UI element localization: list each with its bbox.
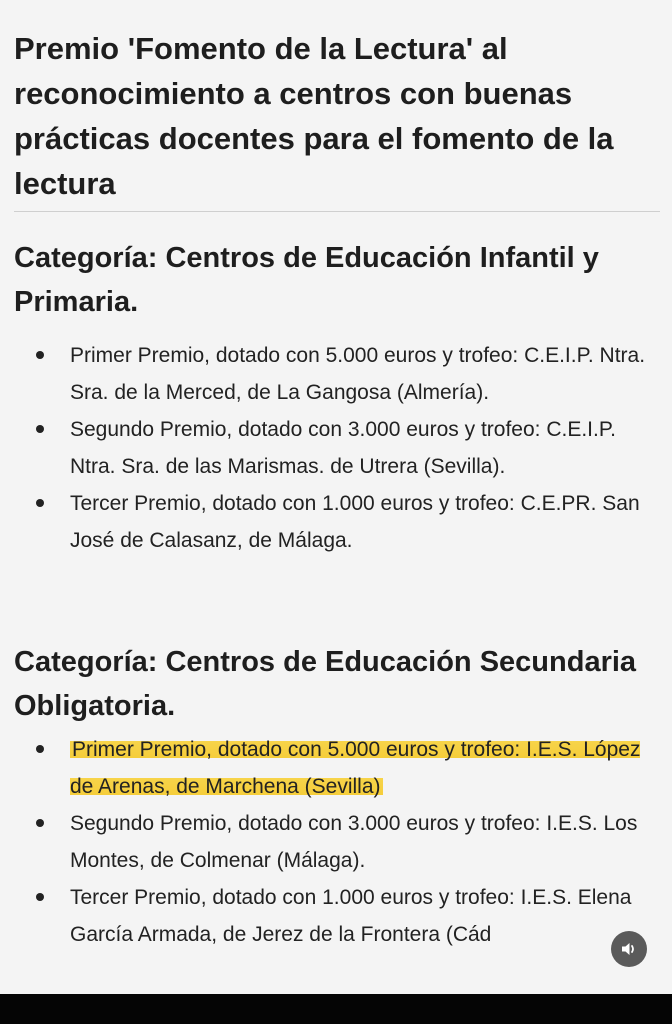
award-list-primaria [0, 337, 672, 559]
bottom-bar [0, 994, 672, 1024]
highlighted-text: Primer Premio, dotado con 5.000 euros y trofeo: I.E.S. López de Arenas, de Marchena (Sevilla) [70, 738, 641, 798]
list-item-highlighted [0, 731, 672, 805]
section-heading-secundaria: Categoría: Centros de Educación Secundaria Obligatoria. [14, 646, 637, 722]
speaker-icon [619, 939, 639, 959]
list-item: Primer Premio, dotado con 5.000 euros y trofeo: C.E.I.P. Ntra. Sra. de la Merced, de La Gangosa (Almería). [0, 337, 672, 411]
list-item: Tercer Premio, dotado con 1.000 euros y trofeo: I.E.S. Elena García Armada, de Jerez de la Frontera (Cád [0, 879, 672, 953]
section-heading-primaria: Categoría: Centros de Educación Infantil y Primaria. [14, 242, 599, 318]
title-divider [14, 211, 660, 212]
list-item: Segundo Premio, dotado con 3.000 euros y trofeo: I.E.S. Los Montes, de Colmenar (Málaga). [0, 805, 672, 879]
article-title: Premio 'Fomento de la Lectura' al reconocimiento a centros con buenas prácticas docentes para el fomento de la lectura [14, 31, 614, 201]
list-item: Segundo Premio, dotado con 3.000 euros y trofeo: C.E.I.P. Ntra. Sra. de las Marismas. de Utrera (Sevilla). [0, 411, 672, 485]
award-list-secundaria [0, 731, 672, 953]
list-item: Tercer Premio, dotado con 1.000 euros y trofeo: C.E.PR. San José de Calasanz, de Málaga. [0, 485, 672, 559]
sound-toggle-button[interactable] [611, 931, 647, 967]
